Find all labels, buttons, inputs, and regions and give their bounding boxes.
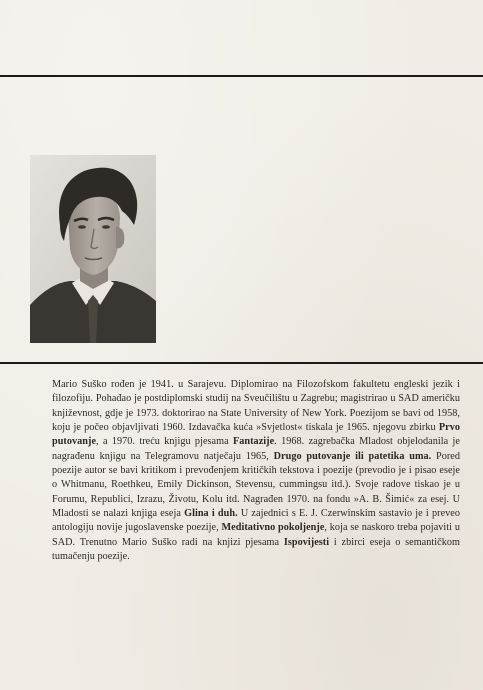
- bio-text: Pored poezije autor se bavi kritikom i prevođenjem kritičkih tekstova i poezije (prevodio je i pisao eseje o Whitmanu, Roethkeu, Emily Dickinson, Stevensu, cummingsu itd.). Svoje radove tiskao je u Forumu, Republici, Izrazu, Životu, Kolu itd. Nagrađen 1970. na fondu »A. B. Šimić« za esej. U Mladosti se nalazi knjiga eseja: [52, 450, 460, 520]
- book-title-drugo-putovanje: Drugo putovanje ili patetika uma.: [273, 450, 432, 462]
- middle-divider-line: [0, 362, 483, 364]
- book-title-ispovijesti: Ispovijesti: [283, 536, 330, 548]
- author-portrait: [30, 155, 156, 343]
- book-title-prvo-putovanje: Prvo putovanje: [52, 422, 460, 448]
- book-title-meditativno-pokoljenje: Meditativno pokoljenje: [221, 522, 325, 534]
- book-title-glina-i-duh: Glina i duh.: [184, 508, 238, 520]
- bio-text: i zbirci eseja o semantičkom tumačenju poezije.: [52, 536, 460, 563]
- author-portrait-image: [30, 155, 156, 343]
- bio-text: , a 1970. treću knjigu pjesama: [96, 436, 233, 448]
- top-divider-line: [0, 75, 483, 77]
- biography-paragraph: [52, 378, 460, 564]
- bio-text: , koja se naskoro treba pojaviti u SAD. Trenutno Mario Suško radi na knjizi pjesama: [52, 522, 460, 548]
- bio-text: Mario Suško rođen je 1941. u Sarajevu. Diplomirao na Filozofskom fakultetu engleski jezik i filozofiju. Pohađao je postdiplomski studij na Sveučilištu u Zagrebu; magistrirao u SAD američku književnost, gdje je 1973. doktorirao na State University of New York. Poezijom se bavi od 1958, koju je počeo objavljivati 1960. Izdavačka kuća »Svjetlost« tiskala je 1965. njegovu zbirku: [52, 379, 460, 434]
- bio-text: . 1968. zagrebačka Mladost objelodanila je nagrađenu knjigu na Telegramovu natječaju 1965,: [52, 436, 460, 462]
- bio-text: U zajednici s E. J. Czerwinskim sastavio je i preveo antologiju novije jugoslavenske poezije,: [52, 508, 460, 534]
- book-title-fantazije: Fantazije: [232, 436, 275, 448]
- author-biography: [52, 378, 460, 564]
